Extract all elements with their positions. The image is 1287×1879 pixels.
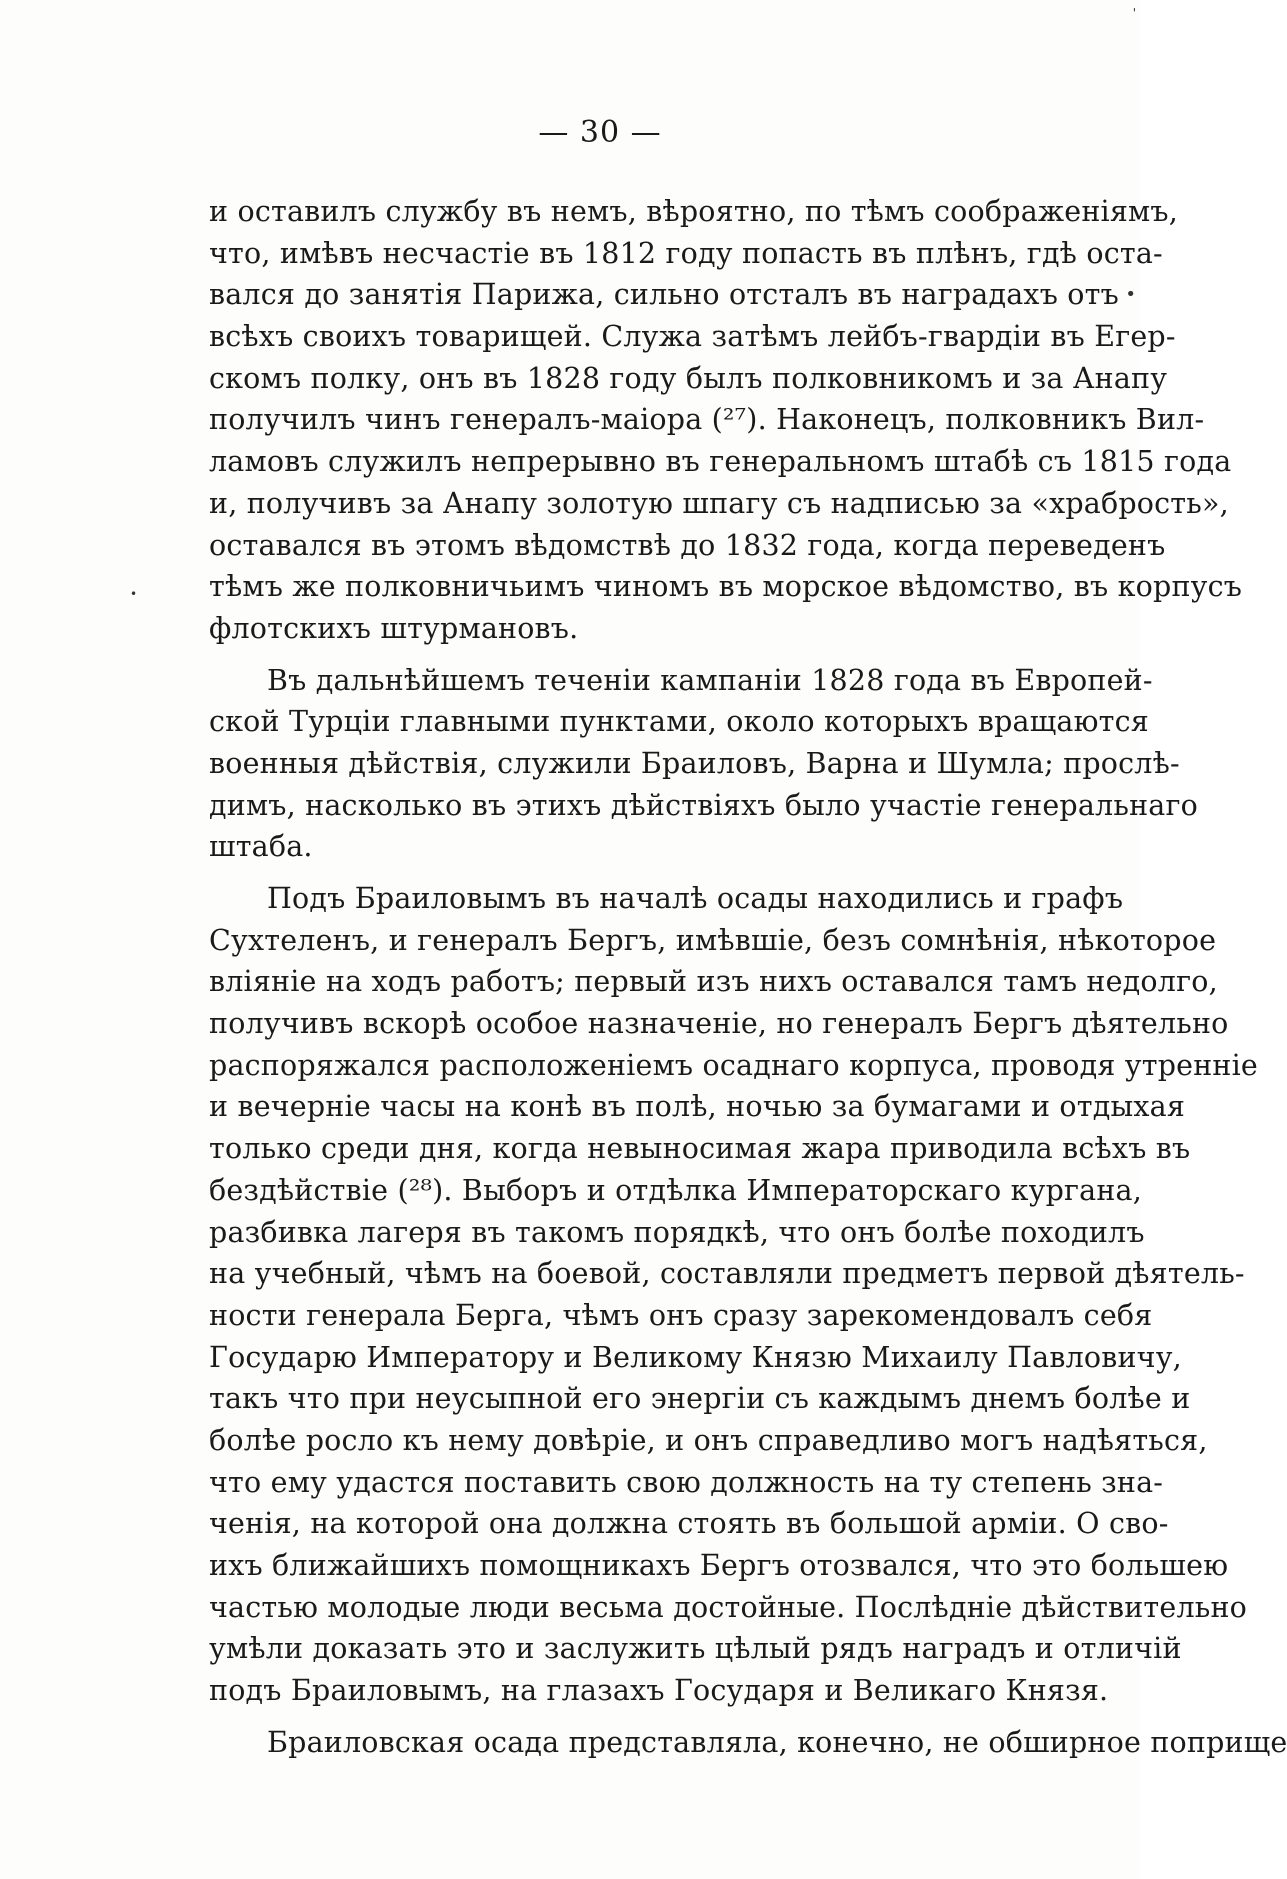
- text-line: ламовъ служилъ непрерывно въ генеральномъ штабѣ съ 1815 года: [209, 445, 1232, 479]
- text-line: подъ Браиловымъ, на глазахъ Государя и Великаго Князя.: [209, 1674, 1109, 1708]
- paragraph-gap: [209, 650, 1101, 660]
- text-line: распоряжался расположеніемъ осаднаго корпуса, проводя утренніе: [209, 1048, 1258, 1082]
- speck-mark: •: [1125, 284, 1136, 305]
- text-line: только среди дня, когда невыносимая жара приводила всѣхъ въ: [209, 1132, 1191, 1166]
- text-line: такъ что при неусыпной его энергіи съ каждымъ днемъ болѣе и: [209, 1382, 1191, 1416]
- text-line: Сухтеленъ, и генералъ Бергъ, имѣвшіе, безъ сомнѣнія, нѣкоторое: [209, 923, 1217, 957]
- text-line: что, имѣвъ несчастіе въ 1812 году попасть въ плѣнъ, гдѣ оста-: [209, 236, 1163, 270]
- speck-mark: ': [1132, 6, 1136, 20]
- text-line: Въ дальнѣйшемъ теченіи кампаніи 1828 года въ Европей-: [267, 663, 1153, 697]
- body-text: [209, 191, 1287, 1763]
- text-line: умѣли доказать это и заслужить цѣлый рядъ наградъ и отличій: [209, 1632, 1182, 1666]
- text-line: бездѣйствіе (²⁸). Выборъ и отдѣлка Императорскаго кургана,: [209, 1173, 1142, 1207]
- page-number: — 30 —: [538, 115, 662, 150]
- text-line: тѣмъ же полковничьимъ чиномъ въ морское вѣдомство, въ корпусъ: [209, 570, 1243, 604]
- text-line: частью молодые люди весьма достойные. Послѣдніе дѣйствительно: [209, 1590, 1248, 1624]
- text-line: димъ, насколько въ этихъ дѣйствіяхъ было участіе генеральнаго: [209, 788, 1198, 822]
- text-line: вался до занятія Парижа, сильно отсталъ въ наградахъ отъ: [209, 278, 1119, 312]
- text-line: ской Турціи главными пунктами, около которыхъ вращаются: [209, 705, 1149, 739]
- text-line: Браиловская осада представляла, конечно, не обширное поприще: [267, 1725, 1287, 1759]
- text-line: скомъ полку, онъ въ 1828 году былъ полковникомъ и за Анапу: [209, 361, 1168, 395]
- text-line: Государю Императору и Великому Князю Михаилу Павловичу,: [209, 1340, 1182, 1374]
- text-line: и, получивъ за Анапу золотую шпагу съ надписью за «храбрость»,: [209, 486, 1229, 520]
- text-line: всѣхъ своихъ товарищей. Служа затѣмъ лейбъ-гвардіи въ Егер-: [209, 320, 1176, 354]
- text-line: штаба.: [209, 830, 313, 864]
- text-line: на учебный, чѣмъ на боевой, составляли предметъ первой дѣятель-: [209, 1257, 1245, 1291]
- paragraph: [209, 191, 1243, 650]
- speck-mark: •: [130, 587, 138, 601]
- text-line: Подъ Браиловымъ въ началѣ осады находились и графъ: [267, 882, 1124, 915]
- text-line: получивъ вскорѣ особое назначеніе, но генералъ Бергъ дѣятельно: [209, 1007, 1229, 1041]
- paragraph-gap: [209, 1712, 1101, 1722]
- paragraph: [209, 660, 1198, 868]
- text-line: и вечерніе часы на конѣ въ полѣ, ночью за бумагами и отдыхая: [209, 1090, 1186, 1124]
- paragraph: [209, 878, 1258, 1712]
- text-line: военныя дѣйствія, служили Браиловъ, Варна и Шумла; прослѣ-: [209, 746, 1180, 780]
- text-line: вліяніе на ходъ работъ; первый изъ нихъ оставался тамъ недолго,: [209, 965, 1218, 999]
- text-line: флотскихъ штурмановъ.: [209, 611, 579, 645]
- text-line: разбивка лагеря въ такомъ порядкѣ, что онъ болѣе походилъ: [209, 1215, 1145, 1249]
- text-line: получилъ чинъ генералъ-маіора (²⁷). Наконецъ, полковникъ Вил-: [209, 403, 1205, 437]
- text-line: ихъ ближайшихъ помощникахъ Бергъ отозвался, что это большею: [209, 1549, 1229, 1582]
- text-line: болѣе росло къ нему довѣріе, и онъ справедливо могъ надѣяться,: [209, 1423, 1208, 1457]
- text-line: оставался въ этомъ вѣдомствѣ до 1832 года, когда переведенъ: [209, 528, 1166, 562]
- paragraph-gap: [209, 868, 1101, 878]
- text-line: ности генерала Берга, чѣмъ онъ сразу зарекомендовалъ себя: [209, 1298, 1153, 1332]
- text-line: ченія, на которой она должна стоять въ большой арміи. О сво-: [209, 1507, 1169, 1541]
- paragraph: [209, 1722, 1287, 1764]
- text-line: что ему удастся поставить свою должность на ту степень зна-: [209, 1465, 1164, 1499]
- text-line: и оставилъ службу въ немъ, вѣроятно, по тѣмъ соображеніямъ,: [209, 195, 1179, 228]
